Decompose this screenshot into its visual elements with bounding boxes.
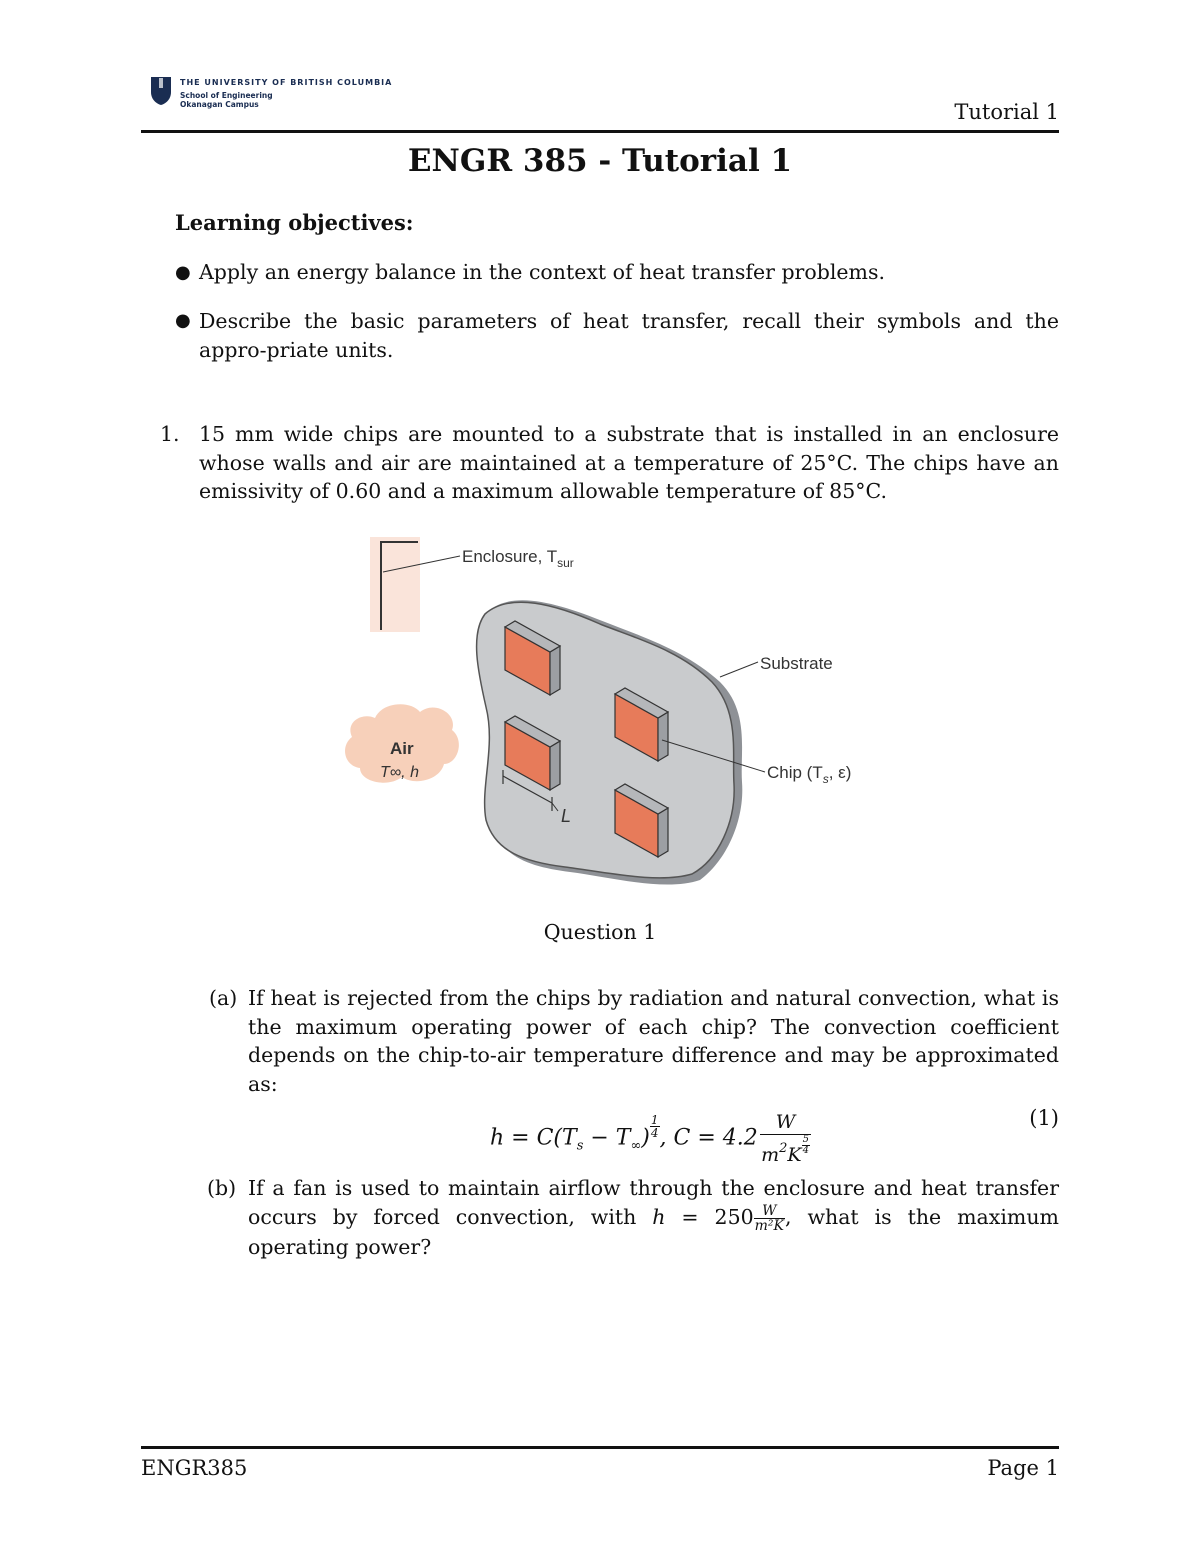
objective-item: Describe the basic parameters of heat transfer, recall their symbols and the appro-priate units. [199,309,1059,362]
header-tutorial-label: Tutorial 1 [954,100,1059,124]
campus-name: Okanagan Campus [180,100,259,109]
enclosure-wall [370,537,420,632]
university-name: THE UNIVERSITY OF BRITISH COLUMBIA [180,78,393,87]
figure-caption: Question 1 [543,920,657,944]
part-b-text: If a fan is used to maintain airflow through the enclosure and heat transfer occurs by forced convection, with h = 250 $\frac{W}{\text{m²K}}$ , what is the maximum operating power? [248,1176,1059,1259]
objective-item: Apply an energy balance in the context of heat transfer problems. [199,260,885,284]
substrate-label: Substrate [760,654,833,673]
university-crest-icon [150,76,172,106]
footer-rule [141,1446,1059,1449]
length-label: L [561,806,572,826]
part-a-label: (a) [209,986,238,1010]
question-figure [340,532,860,892]
bullet-icon: ● [175,310,191,331]
university-logo [150,76,410,116]
header-rule [141,130,1059,133]
question-number: 1. [160,422,180,446]
part-a-text: If heat is rejected from the chips by radiation and natural convection, what is the maximum operating power of each chip? The convection coefficient depends on the chip-to-air temperature difference and may be approximated as: [248,986,1059,1096]
school-name: School of Engineering [180,91,273,100]
air-label: Air [390,739,414,758]
bullet-icon: ● [175,262,191,283]
page-title: ENGR 385 - Tutorial 1 [407,143,793,179]
air-variables: T∞, h [380,764,419,781]
enclosure-label: Enclosure, $T_{sur}$ [462,547,574,570]
footer-course: ENGR385 [141,1456,248,1480]
equation-number: (1) [1029,1106,1059,1130]
part-b-label: (b) [207,1176,237,1200]
eq-lhs: h = C(T [490,1125,577,1151]
chip-label: Chip ($T_s$, ε) [767,763,852,786]
footer-page-number: Page 1 [987,1456,1059,1480]
question-text: 15 mm wide chips are mounted to a substrate that is installed in an enclosure whose walls and air are maintained at a temperature of 25°C. The chips have an emissivity of 0.60 and a maximum allowable temperature of 85°C. [199,422,1059,503]
objectives-heading: Learning objectives: [175,210,414,235]
convection-equation: $h = C(T_s - T_\infty)$ $\frac{1}{4}$ , C = 4.2 W $m^2K$ $\frac{5}{4}$ [480,1088,860,1158]
